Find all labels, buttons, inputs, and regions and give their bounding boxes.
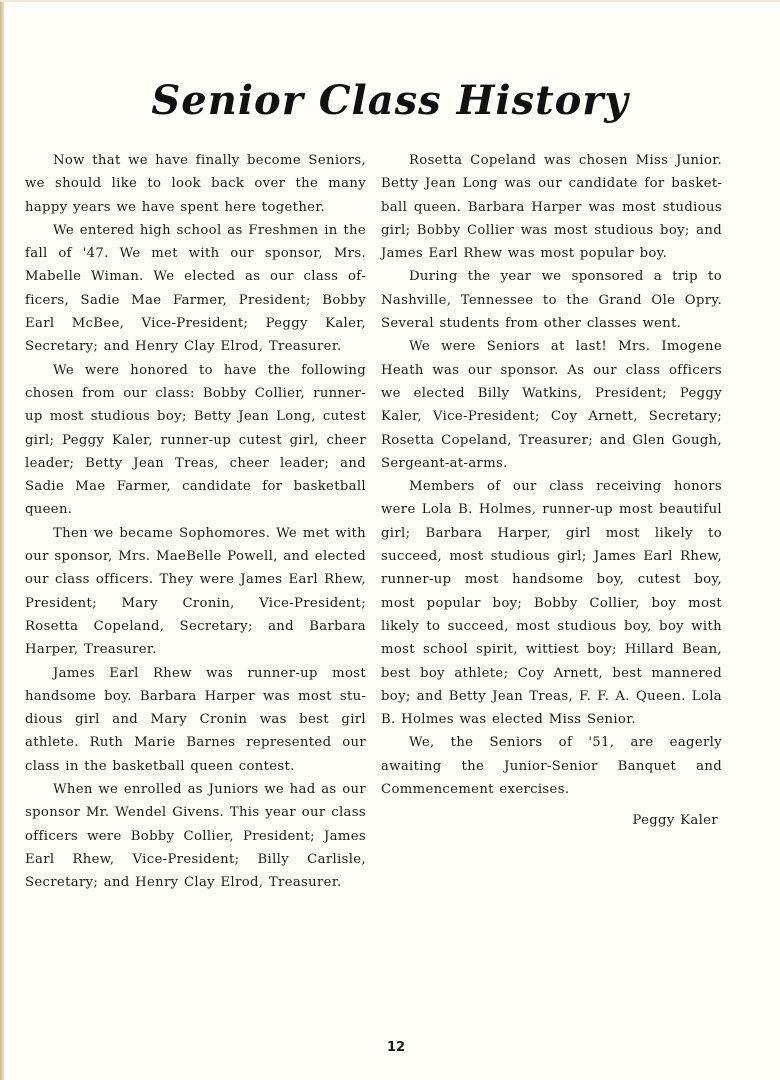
left-column: [25, 149, 366, 895]
paragraph-freshmen-honors: We were honored to have the following chosen from our class: Bobby Collier, runner-up most studious boy; Betty Jean Long, cutest girl; Peggy Kaler, runner-up cutest girl, cheer leader; Betty Jean Treas, cheer leader; and Sadie Mae Farmer, candidate for basketball queen.: [25, 362, 366, 518]
paragraph-junior-honors: Rosetta Copeland was chosen Miss Junior. Betty Jean Long was our candidate for basketball queen. Barbara Harper was most studious girl; Bobby Collier was most studious boy; and James Earl Rhew was most popular boy.: [381, 153, 722, 262]
author-signature: Peggy Kaler: [632, 813, 718, 829]
paragraph-sophomores: Then we became Sophomores. We met with our sponsor, Mrs. MaeBelle Powell, and elected our class officers. They were James Earl Rhew, President; Mary Cronin, Vice-President; Rosetta Copeland, Secretary; and Barbara Harper, Treasurer.: [25, 525, 366, 658]
right-column: [381, 149, 722, 833]
page-number: 12: [386, 1040, 406, 1055]
page-top-edge: [0, 0, 780, 2]
paragraph-closing: We, the Seniors of '51, are eagerly awaiting the Junior-Senior Banquet and Commencement exercises.: [381, 735, 722, 798]
paragraph-nashville-trip: During the year we sponsored a trip to Nashville, Tennessee to the Grand Ole Opry. Several students from other classes went.: [381, 269, 722, 332]
paragraph-seniors: We were Seniors at last! Mrs. Imogene Heath was our sponsor. As our class officers we elected Billy Watkins, President; Peggy Kaler, Vice-President; Coy Arnett, Secretary; Rosetta Copeland, Treasurer; and Glen Gough, Sergeant-at-arms.: [381, 339, 722, 471]
paragraph-freshmen: We entered high school as Freshmen in the fall of '47. We met with our sponsor, Mrs. Mabelle Wiman. We elected as our class officers, Sadie Mae Farmer, President; Bobby Earl McBee, Vice-President; Peggy Kaler, Secretary; and Henry Clay Elrod, Treasurer.: [25, 222, 366, 355]
page-binding-edge: [0, 0, 4, 1080]
paragraph-sophomore-honors: James Earl Rhew was runner-up most handsome boy. Barbara Harper was most studious girl and Mary Cronin was best girl athlete. Ruth Marie Barnes represented our class in the basketball queen contest.: [25, 665, 366, 774]
paragraph-intro: Now that we have finally become Seniors, we should like to look back over the many happy years we have spent here together.: [25, 153, 366, 215]
paragraph-juniors: When we enrolled as Juniors we had as our sponsor Mr. Wendel Givens. This year our class officers were Bobby Collier, President; James Earl Rhew, Vice-President; Billy Carlisle, Secretary; and Henry Clay Elrod, Treasurer.: [25, 782, 366, 891]
paragraph-senior-honors: Members of our class receiving honors were Lola B. Holmes, runner-up most beautiful girl; Barbara Harper, girl most likely to succeed, most studious girl; James Earl Rhew, runner-up most handsome boy, cutest boy, most popular boy; Bobby Collier, boy most likely to succeed, most studious boy, boy with most school spirit, wittiest boy; Hillard Bean, best boy athlete; Coy Arnett, best mannered boy; and Betty Jean Treas, F. F. A. Queen. Lola B. Holmes was elected Miss Senior.: [381, 479, 722, 728]
page-title: Senior Class History: [151, 76, 629, 124]
